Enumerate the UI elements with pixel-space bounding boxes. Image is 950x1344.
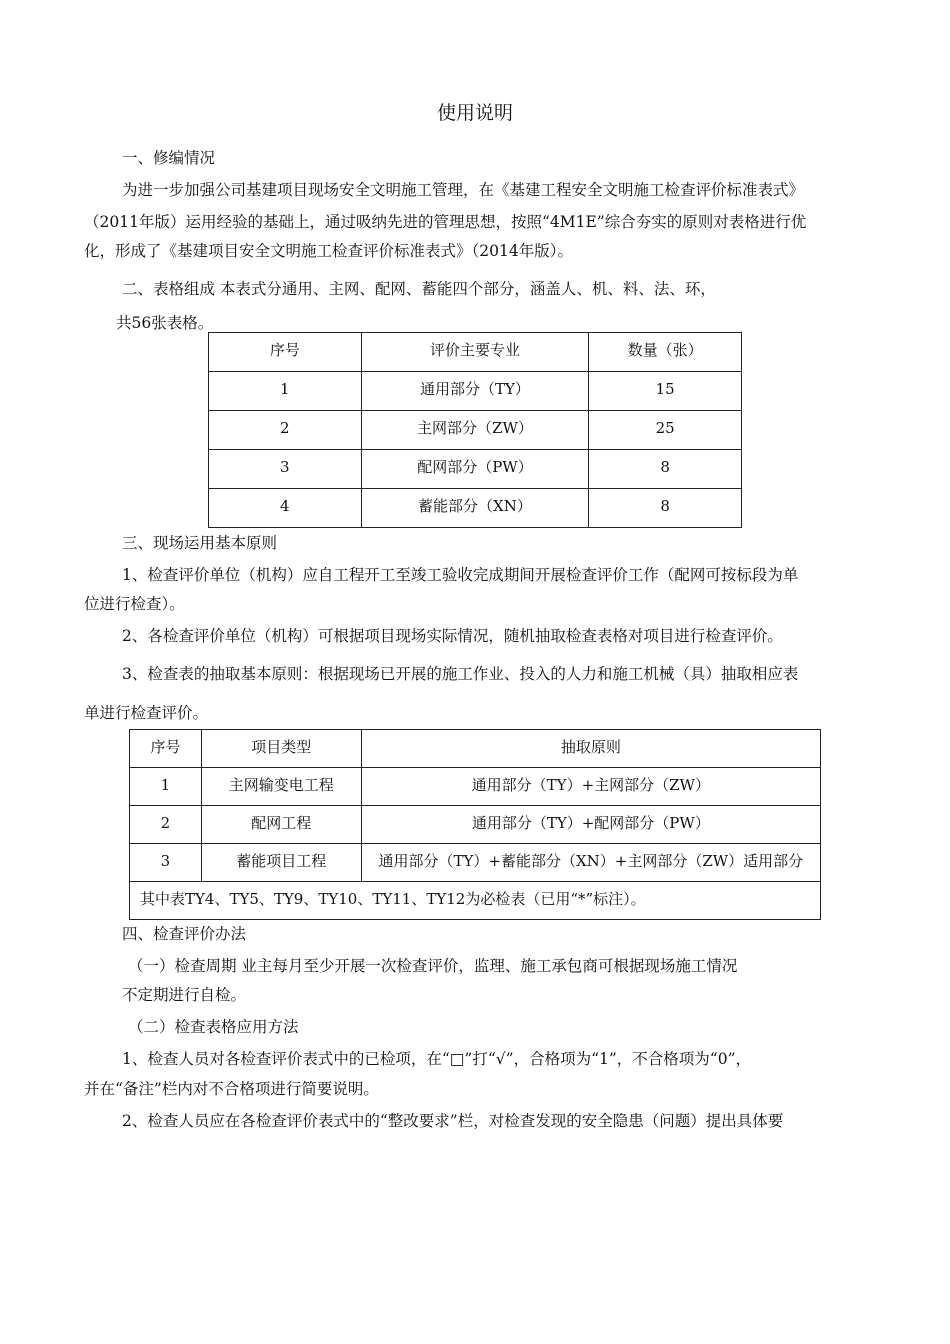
table-cell: 1: [209, 372, 362, 411]
table-header-cell: 数量（张）: [589, 333, 742, 372]
paragraph-line: 单进行检查评价。: [84, 704, 209, 722]
table-header-cell: 评价主要专业: [361, 333, 589, 372]
section-heading-principles: 三、现场运用基本原则: [122, 534, 278, 552]
table-cell: 通用部分（TY）: [361, 372, 589, 411]
paragraph-line: 并在“备注”栏内对不合格项进行简要说明。: [84, 1080, 379, 1098]
subsection-heading: （二）检查表格应用方法: [128, 1018, 299, 1036]
paragraph-line: （一）检查周期 业主每月至少开展一次检查评价，监理、施工承包商可根据现场施工情况: [128, 957, 738, 975]
section-heading-composition: 二、表格组成 本表式分通用、主网、配网、蓄能四个部分，涵盖人、机、料、法、环，: [122, 280, 716, 298]
table-row: [209, 450, 742, 489]
table-cell: 通用部分（TY）+蓄能部分（XN）+主网部分（ZW）适用部分: [361, 844, 820, 882]
table-header-cell: 序号: [209, 333, 362, 372]
paragraph-line: 位进行检查）。: [84, 595, 185, 613]
table-cell: 4: [209, 489, 362, 528]
table-row: [209, 489, 742, 528]
table-header-cell: 序号: [130, 730, 202, 768]
table-header-row: [209, 333, 742, 372]
paragraph-line: 为进一步加强公司基建项目现场安全文明施工管理，在《基建工程安全文明施工检查评价标准表式》: [122, 181, 805, 199]
table-row: [130, 844, 821, 882]
table-header-row: [130, 730, 821, 768]
table-row: [130, 806, 821, 844]
table-note-row: [130, 882, 821, 920]
table-cell: 3: [130, 844, 202, 882]
paragraph-line: 2、各检查评价单位（机构）可根据项目现场实际情况，随机抽取检查表格对项目进行检查评价。: [122, 627, 783, 645]
section-heading-revision: 一、修编情况: [122, 149, 216, 167]
paragraph-line: 不定期进行自检。: [122, 986, 247, 1004]
table-cell: 2: [209, 411, 362, 450]
paragraph-line: 1、检查人员对各检查评价表式中的已检项，在“□”打“√”，合格项为“1”，不合格项为“0”，: [122, 1050, 752, 1068]
table-cell: 8: [589, 450, 742, 489]
paragraph-line: 2、检查人员应在各检查评价表式中的“整改要求”栏，对检查发现的安全隐患（问题）提出具体要: [122, 1112, 784, 1130]
table-cell: 2: [130, 806, 202, 844]
table-row: [209, 411, 742, 450]
table-note: 其中表TY4、TY5、TY9、TY10、TY11、TY12为必检表（已用“*”标注）。: [130, 882, 821, 920]
paragraph-line: 共56张表格。: [116, 314, 214, 332]
paragraph-line: 化，形成了《基建项目安全文明施工检查评价标准表式》（2014年版）。: [84, 242, 573, 260]
table-header-cell: 抽取原则: [361, 730, 820, 768]
table-cell: 主网输变电工程: [201, 768, 361, 806]
table-cell: 通用部分（TY）+主网部分（ZW）: [361, 768, 820, 806]
table-header-cell: 项目类型: [201, 730, 361, 768]
table-row: [209, 372, 742, 411]
table-cell: 配网工程: [201, 806, 361, 844]
table-cell: 蓄能项目工程: [201, 844, 361, 882]
table-cell: 配网部分（PW）: [361, 450, 589, 489]
table-cell: 8: [589, 489, 742, 528]
table-cell: 1: [130, 768, 202, 806]
table-cell: 蓄能部分（XN）: [361, 489, 589, 528]
paragraph-line: （2011年版）运用经验的基础上，通过吸纳先进的管理思想，按照“4M1E”综合夯实的原则对表格进行优: [84, 213, 807, 231]
section-heading-methods: 四、检查评价办法: [122, 925, 247, 943]
table-cell: 通用部分（TY）+配网部分（PW）: [361, 806, 820, 844]
table-cell: 25: [589, 411, 742, 450]
table-cell: 15: [589, 372, 742, 411]
paragraph-line: 3、检查表的抽取基本原则：根据现场已开展的施工作业、投入的人力和施工机械（具）抽取相应表: [122, 665, 799, 683]
table-cell: 3: [209, 450, 362, 489]
table-cell: 主网部分（ZW）: [361, 411, 589, 450]
table-composition: [208, 332, 742, 528]
table-selection: [129, 729, 821, 920]
page-title: 使用说明: [436, 102, 513, 124]
paragraph-line: 1、检查评价单位（机构）应自工程开工至竣工验收完成期间开展检查评价工作（配网可按标段为单: [122, 566, 799, 584]
table-row: [130, 768, 821, 806]
